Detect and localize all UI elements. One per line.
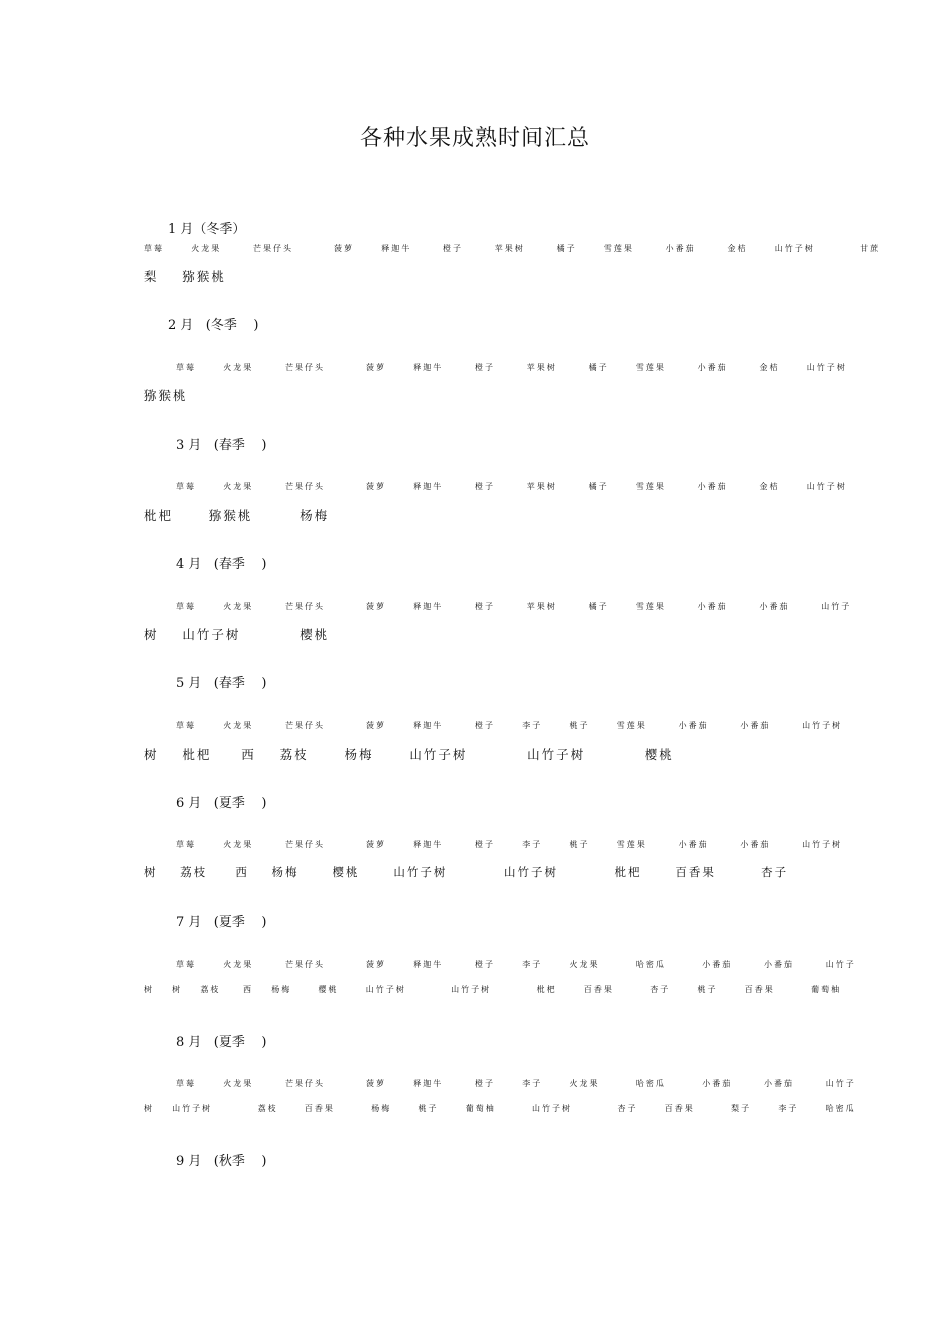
section-line: 草莓 火龙果 芒果仔头 菠萝 释迦牛 橙子 苹果树 橘子 雪莲果 小番茄 金桔 山竹子树: [176, 482, 847, 491]
section-line: 草莓 火龙果 芒果仔头 菠萝 释迦牛 橙子 李子 桃子 雪莲果 小番茄 小番茄 山竹子树: [176, 721, 843, 730]
section-heading: 2 月 (冬季 ): [168, 318, 259, 333]
section-line: 草莓 火龙果 芒果仔头 菠萝 释迦牛 橙子 李子 桃子 雪莲果 小番茄 小番茄 山竹子树: [176, 840, 843, 849]
section-line: 猕猴桃: [144, 388, 188, 403]
section-line: 树 树 荔枝 西 杨梅 樱桃 山竹子树 山竹子树 枇杷 百香果 杏子 桃子 百香果 葡萄柚: [144, 985, 842, 994]
section-line: 草莓 火龙果 芒果仔头 菠萝 释迦牛 橙子 苹果树 橘子 雪莲果 小番茄 金桔 山竹子树: [176, 363, 847, 372]
section-line: 梨 猕猴桃: [144, 269, 226, 284]
section-line: 树 枇杷 西 荔枝 杨梅 山竹子树 山竹子树 樱桃: [144, 747, 674, 762]
section-heading: 6 月 (夏季 ): [176, 796, 267, 811]
section-line: 草莓 火龙果 芒果仔头 菠萝 释迦牛 橙子 苹果树 橘子 雪莲果 小番茄 金桔 山竹子树 甘蔗: [144, 244, 881, 253]
section-heading: 5 月 (春季 ): [176, 676, 267, 691]
section-line: 树 山竹子树 樱桃: [144, 627, 330, 642]
section-line: 树 荔枝 西 杨梅 樱桃 山竹子树 山竹子树 枇杷 百香果 杏子: [144, 865, 789, 879]
section-line: 枇杷 猕猴桃 杨梅: [144, 508, 330, 523]
section-heading: 3 月 (春季 ): [176, 438, 267, 453]
page-title: 各种水果成熟时间汇总: [359, 126, 590, 151]
section-line: 草莓 火龙果 芒果仔头 菠萝 释迦牛 橙子 李子 火龙果 哈密瓜 小番茄 小番茄 山竹子: [176, 1079, 856, 1088]
section-heading: 4 月 (春季 ): [176, 557, 267, 572]
section-heading: 1 月（冬季）: [168, 222, 246, 237]
section-line: 树 山竹子树 荔枝 百香果 杨梅 桃子 葡萄柚 山竹子树 杏子 百香果 梨子 李子 哈密瓜: [144, 1104, 856, 1113]
section-heading: 8 月 (夏季 ): [176, 1035, 267, 1050]
section-line: 草莓 火龙果 芒果仔头 菠萝 释迦牛 橙子 李子 火龙果 哈密瓜 小番茄 小番茄 山竹子: [176, 960, 856, 969]
section-heading: 9 月 (秋季 ): [176, 1154, 267, 1169]
section-line: 草莓 火龙果 芒果仔头 菠萝 释迦牛 橙子 苹果树 橘子 雪莲果 小番茄 小番茄 山竹子: [176, 602, 852, 611]
section-heading: 7 月 (夏季 ): [176, 915, 267, 930]
